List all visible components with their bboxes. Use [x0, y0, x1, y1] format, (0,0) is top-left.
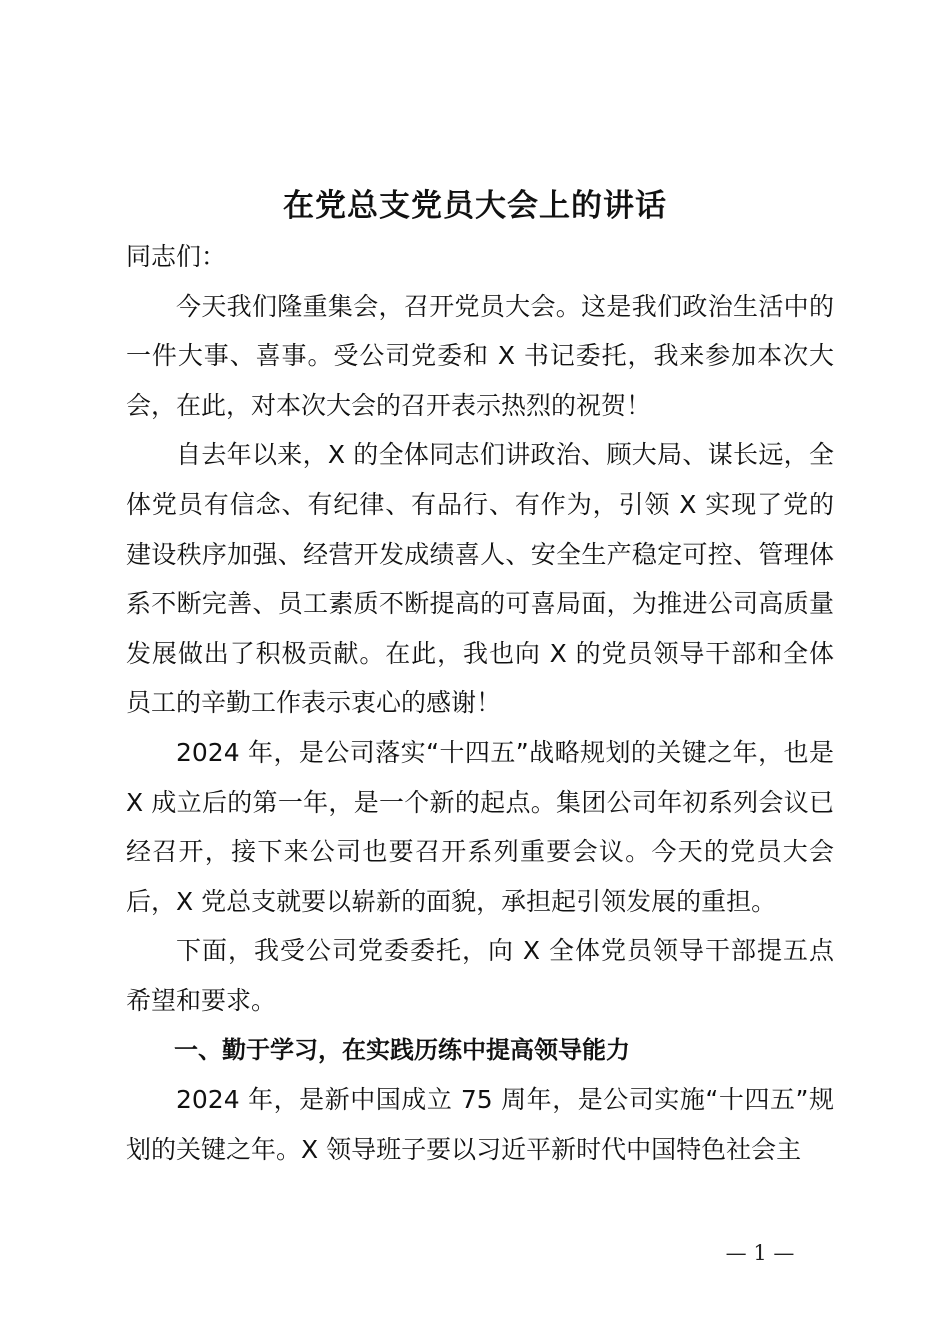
section-heading-1: 一、勤于学习，在实践历练中提高领导能力: [174, 1035, 630, 1064]
paragraph-achievements: 自去年以来，X 的全体同志们讲政治、顾大局、谋长远，全体党员有信念、有纪律、有品行、有作为，引领 X 实现了党的建设秩序加强、经营开发成绩喜人、安全生产稳定可控、管理体系不断完善、员工素质不断提高的可喜局面，为推进公司高质量发展做出了积极贡献。在此，我也向 X 的党员领导干部和全体员工的辛勤工作表示衷心的感谢！: [126, 440, 834, 718]
paragraph-requirements-intro: 下面，我受公司党委委托，向 X 全体党员领导干部提五点希望和要求。: [126, 936, 834, 1015]
page-number: — 1 —: [725, 1241, 795, 1265]
paragraph-section-1: 2024 年，是新中国成立 75 周年，是公司实施“十四五”规划的关键之年。X 领导班子要以习近平新时代中国特色社会主: [126, 1085, 834, 1164]
salutation: 同志们：: [126, 242, 227, 271]
paragraph-opening: 今天我们隆重集会，召开党员大会。这是我们政治生活中的一件大事、喜事。受公司党委和 X 书记委托，我来参加本次大会，在此，对本次大会的召开表示热烈的祝贺！: [126, 291, 834, 420]
paragraph-2024-outlook: 2024 年，是公司落实“十四五”战略规划的关键之年，也是 X 成立后的第一年，是一个新的起点。集团公司年初系列会议已经召开，接下来公司也要召开系列重要会议。今天的党员大会后，X 党总支就要以崭新的面貌，承担起引领发展的重担。: [126, 737, 834, 916]
document-title: 在党总支党员大会上的讲话: [283, 188, 667, 224]
document-body: [126, 232, 834, 1174]
